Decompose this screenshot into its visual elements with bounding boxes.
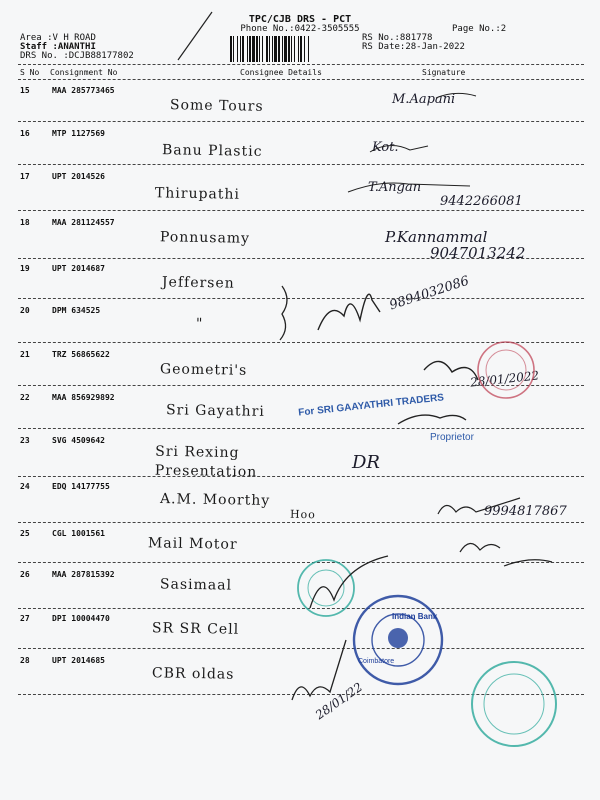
row-consignment: UPT 2014687 (52, 264, 105, 273)
pen-stroke (438, 498, 520, 514)
pen-stroke (504, 560, 552, 566)
pen-stroke (370, 145, 428, 152)
row-sno: 22 (20, 393, 30, 402)
pen-stroke (436, 93, 476, 98)
rs-date: RS Date:28-Jan-2022 (362, 42, 465, 52)
col-sno: S No (20, 68, 40, 77)
row-consignment: SVG 4509642 (52, 436, 105, 445)
proprietor-label: Proprietor (430, 432, 474, 443)
bank-stamp-city: Coimbatore (358, 658, 395, 665)
row-sno: 23 (20, 436, 30, 445)
page-number: Page No.:2 (452, 24, 507, 34)
area-label: Area :V H ROAD (20, 33, 96, 43)
col-consignment: Consignment No (50, 68, 118, 77)
central-bank-stamp-icon (472, 662, 556, 746)
row-signature: M.Aapani (392, 92, 456, 107)
row-consignment: TRZ 56865622 (52, 350, 110, 359)
row-consignment: MAA 287815392 (52, 570, 115, 579)
rs-number: RS No.:881778 (362, 33, 433, 43)
row-sno: 20 (20, 306, 30, 315)
row-consignment: EDQ 14177755 (52, 482, 110, 491)
row-sno: 18 (20, 218, 30, 227)
pen-stroke (318, 294, 380, 330)
pen-stroke (178, 12, 212, 60)
row-consignee: Thirupathi (154, 185, 241, 203)
row-date: 28/01/2022 (469, 368, 540, 390)
row-consignment: UPT 2014685 (52, 656, 105, 665)
pen-stroke (292, 640, 346, 700)
sheet-title: TPC/CJB DRS - PCT (248, 14, 352, 25)
row-consignee: Sri Rexing Presentation (154, 443, 258, 481)
trader-stamp: For SRI GAAYATHRI TRADERS (297, 392, 445, 419)
row-signature: T.Angan (368, 180, 422, 195)
row-sno: 21 (20, 350, 30, 359)
row-consignee: Sasimaal (159, 576, 233, 594)
row-consignment: CGL 1001561 (52, 529, 105, 538)
row-consignment: MTP 1127569 (52, 129, 105, 138)
row-sno: 26 (20, 570, 30, 579)
row-sno: 16 (20, 129, 30, 138)
col-signature: Signature (422, 68, 466, 77)
pen-stroke (424, 361, 478, 380)
bank-stamp-name: Indian Bank (392, 612, 438, 621)
row-sno: 15 (20, 86, 30, 95)
phone-number: Phone No.:0422-3505555 (240, 24, 360, 34)
row-consignment: MAA 856929892 (52, 393, 115, 402)
pen-stroke (398, 415, 466, 424)
row-consignee: Jeffersen (161, 274, 235, 292)
row-consignment: DPM 634525 (52, 306, 101, 315)
row-consignee: A.M. Moorthy (159, 491, 271, 509)
row-signature: Kot. (372, 140, 399, 155)
row-sno: 27 (20, 614, 30, 623)
row-consignee: Some Tours (169, 97, 264, 115)
row-phone: 9994817867 (484, 504, 567, 519)
row-consignee: " (195, 315, 204, 333)
row-consignee: Mail Motor (147, 535, 238, 553)
row-sno: 28 (20, 656, 30, 665)
row-consignee: Ponnusamy (159, 229, 251, 247)
row-consignee: Sri Gayathri (165, 402, 265, 420)
pen-stroke (280, 286, 287, 340)
row-phone: 9894032086 (387, 273, 472, 314)
row-consignment: MAA 285773465 (52, 86, 115, 95)
col-consignee: Consignee Details (240, 68, 322, 77)
row-date: 28/01/22 (312, 679, 366, 723)
row-signature: DR (352, 452, 380, 473)
row-consignee: Geometri's (159, 361, 248, 379)
row-consignee: CBR oldas (151, 665, 235, 683)
row-consignment: DPI 10004470 (52, 614, 110, 623)
pen-stroke (310, 556, 388, 608)
row-consignee: SR SR Cell (151, 620, 240, 638)
pen-stroke (460, 543, 500, 552)
drs-number: DRS No. :DCJB88177802 (20, 51, 134, 61)
row-note: Hoo (289, 507, 316, 522)
row-sno: 24 (20, 482, 30, 491)
row-signature: P.Kannammal (385, 228, 488, 246)
row-sno: 19 (20, 264, 30, 273)
row-consignee: Banu Plastic (161, 142, 263, 160)
pen-stroke (348, 183, 470, 192)
row-phone: 9442266081 (440, 194, 523, 209)
row-sno: 25 (20, 529, 30, 538)
row-consignment: MAA 281124557 (52, 218, 115, 227)
row-sno: 17 (20, 172, 30, 181)
row-phone: 9047013242 (430, 244, 526, 262)
staff-label: Staff :ANANTHI (20, 42, 96, 52)
row-consignment: UPT 2014526 (52, 172, 105, 181)
